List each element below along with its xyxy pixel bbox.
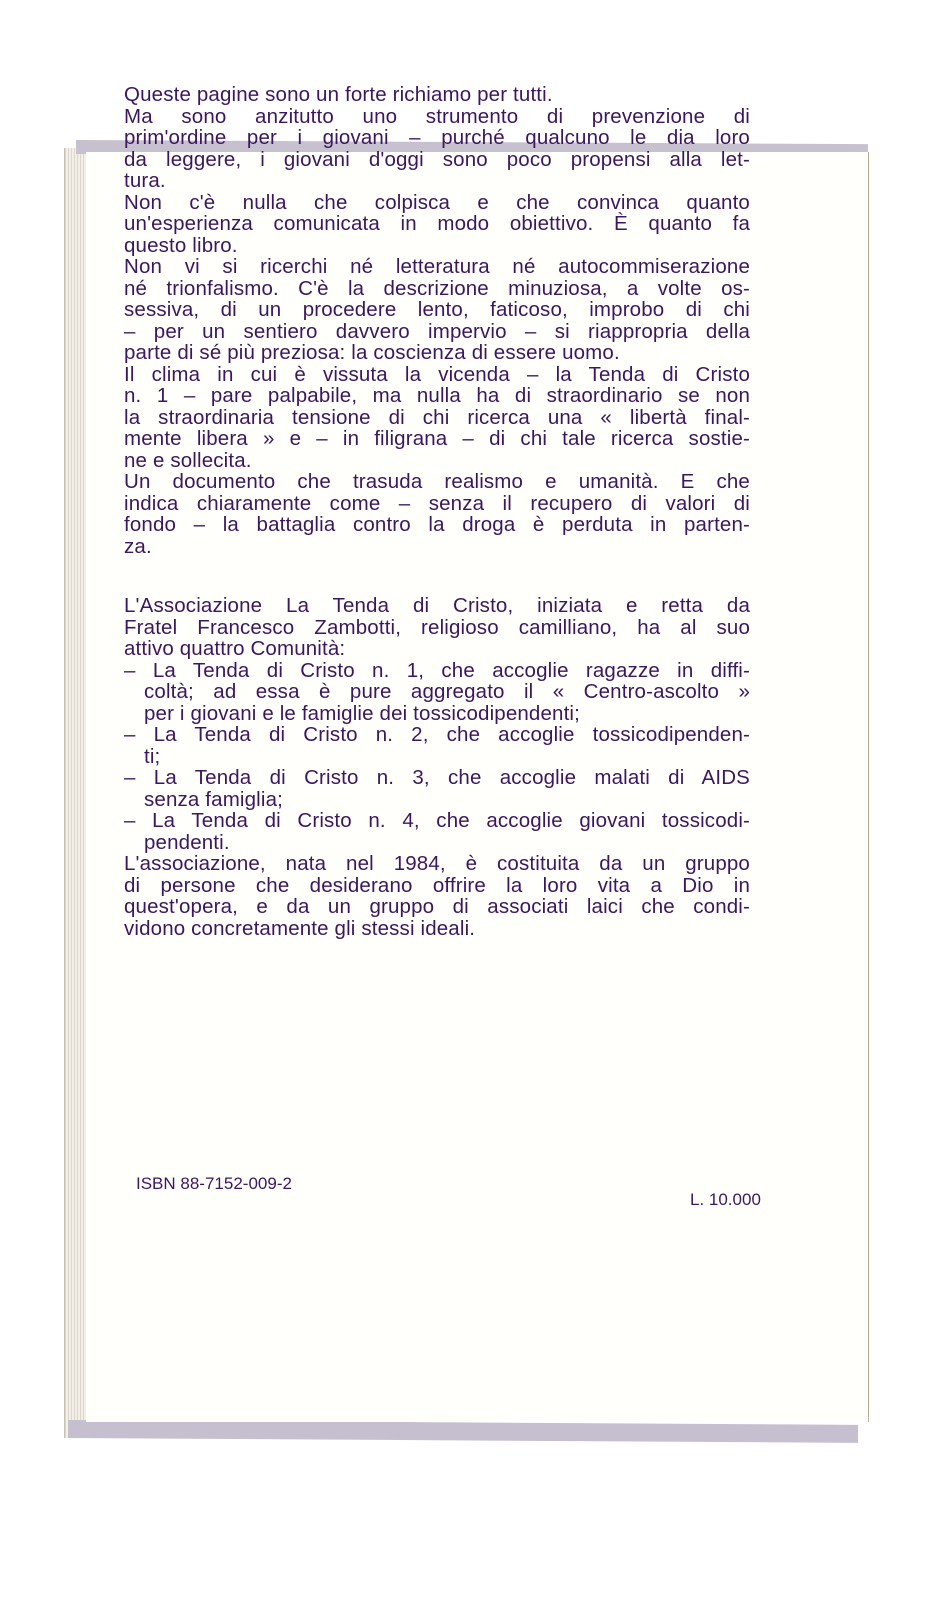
text-line: un'esperienza comunicata in modo obiettivo. È quanto fa <box>124 212 750 235</box>
text-line: Ma sono anzitutto uno strumento di prevenzione di <box>124 104 750 128</box>
text-line: Non vi si ricerchi né letteratura né autocommiserazione <box>124 255 750 278</box>
section-spacer <box>124 557 750 595</box>
bottom-edge <box>68 1420 858 1443</box>
text-line: L'Associazione La Tenda di Cristo, iniziata e retta da <box>124 594 750 617</box>
association-section <box>124 595 750 939</box>
list-item-first-line: – La Tenda di Cristo n. 1, che accoglie ragazze in diffi- <box>124 658 750 682</box>
association-closing <box>124 853 750 939</box>
text-line: prim'ordine per i giovani – purché qualcuno le dia loro <box>124 126 750 149</box>
text-line: fondo – la battaglia contro la droga è perduta in parten- <box>124 513 750 536</box>
text-line: Queste pagine sono un forte richiamo per tutti. <box>124 83 553 106</box>
list-item-line: pendenti. <box>144 830 230 854</box>
text-line: – per un sentiero davvero impervio – si riappropria della <box>124 319 750 343</box>
text-line: quest'opera, e da un gruppo di associati laici che condi- <box>124 895 750 918</box>
text-line: attivo quattro Comunità: <box>124 637 346 660</box>
list-item-line: ti; <box>144 744 161 768</box>
paragraph-5 <box>124 364 750 472</box>
text-line: mente libera » e – in filigrana – di chi tale ricerca sostie- <box>124 427 750 450</box>
text-line: tura. <box>124 169 166 192</box>
community-item-1 <box>124 660 750 725</box>
text-line: ne e sollecita. <box>124 448 252 472</box>
text-line: questo libro. <box>124 233 238 257</box>
list-item-first-line: – La Tenda di Cristo n. 3, che accoglie malati di AIDS <box>124 766 750 789</box>
price-label: L. 10.000 <box>690 1190 761 1209</box>
list-item-line: per i giovani e le famiglie dei tossicodipendenti; <box>144 701 580 725</box>
text-line: n. 1 – pare palpabile, ma nulla ha di straordinario se non <box>124 384 750 407</box>
text-line: vidono concretamente gli stessi ideali. <box>124 916 476 940</box>
text-line: sessiva, di un procedere lento, faticoso, improbo di chi <box>124 298 750 321</box>
paragraph-2 <box>124 106 750 192</box>
text-line: indica chiaramente come – senza il recupero di valori di <box>124 491 750 515</box>
blurb-text <box>124 84 750 939</box>
paragraph-6 <box>124 471 750 557</box>
text-line: L'associazione, nata nel 1984, è costituita da un gruppo <box>124 852 750 875</box>
text-line: da leggere, i giovani d'oggi sono poco propensi alla let- <box>124 147 750 171</box>
text-line: Non c'è nulla che colpisca e che convinca quanto <box>124 190 750 214</box>
text-line: di persone che desiderano offrire la loro vita a Dio in <box>124 873 750 897</box>
community-item-2 <box>124 724 750 767</box>
association-intro <box>124 595 750 660</box>
community-item-3 <box>124 767 750 810</box>
text-line: Fratel Francesco Zambotti, religioso camilliano, ha al suo <box>124 615 750 639</box>
text-line: za. <box>124 534 152 558</box>
text-line: né trionfalismo. C'è la descrizione minuziosa, a volte os- <box>124 276 750 300</box>
isbn-label: ISBN 88-7152-009-2 <box>136 1174 292 1193</box>
community-item-4 <box>124 810 750 853</box>
list-item-first-line: – La Tenda di Cristo n. 2, che accoglie tossicodipenden- <box>124 723 750 746</box>
text-line: Un documento che trasuda realismo e umanità. E che <box>124 470 750 493</box>
paragraph-4 <box>124 256 750 364</box>
paragraph-1 <box>124 84 750 106</box>
list-item-first-line: – La Tenda di Cristo n. 4, che accoglie giovani tossicodi- <box>124 809 750 832</box>
text-line: parte di sé più preziosa: la coscienza di essere uomo. <box>124 341 620 364</box>
list-item-line: coltà; ad essa è pure aggregato il « Centro-ascolto » <box>144 680 750 703</box>
list-item-line: senza famiglia; <box>144 787 283 811</box>
description-section <box>124 84 750 557</box>
community-list <box>124 660 750 854</box>
text-line: Il clima in cui è vissuta la vicenda – la Tenda di Cristo <box>124 362 750 386</box>
text-line: la straordinaria tensione di chi ricerca una « libertà final- <box>124 405 750 429</box>
paragraph-3 <box>124 192 750 257</box>
